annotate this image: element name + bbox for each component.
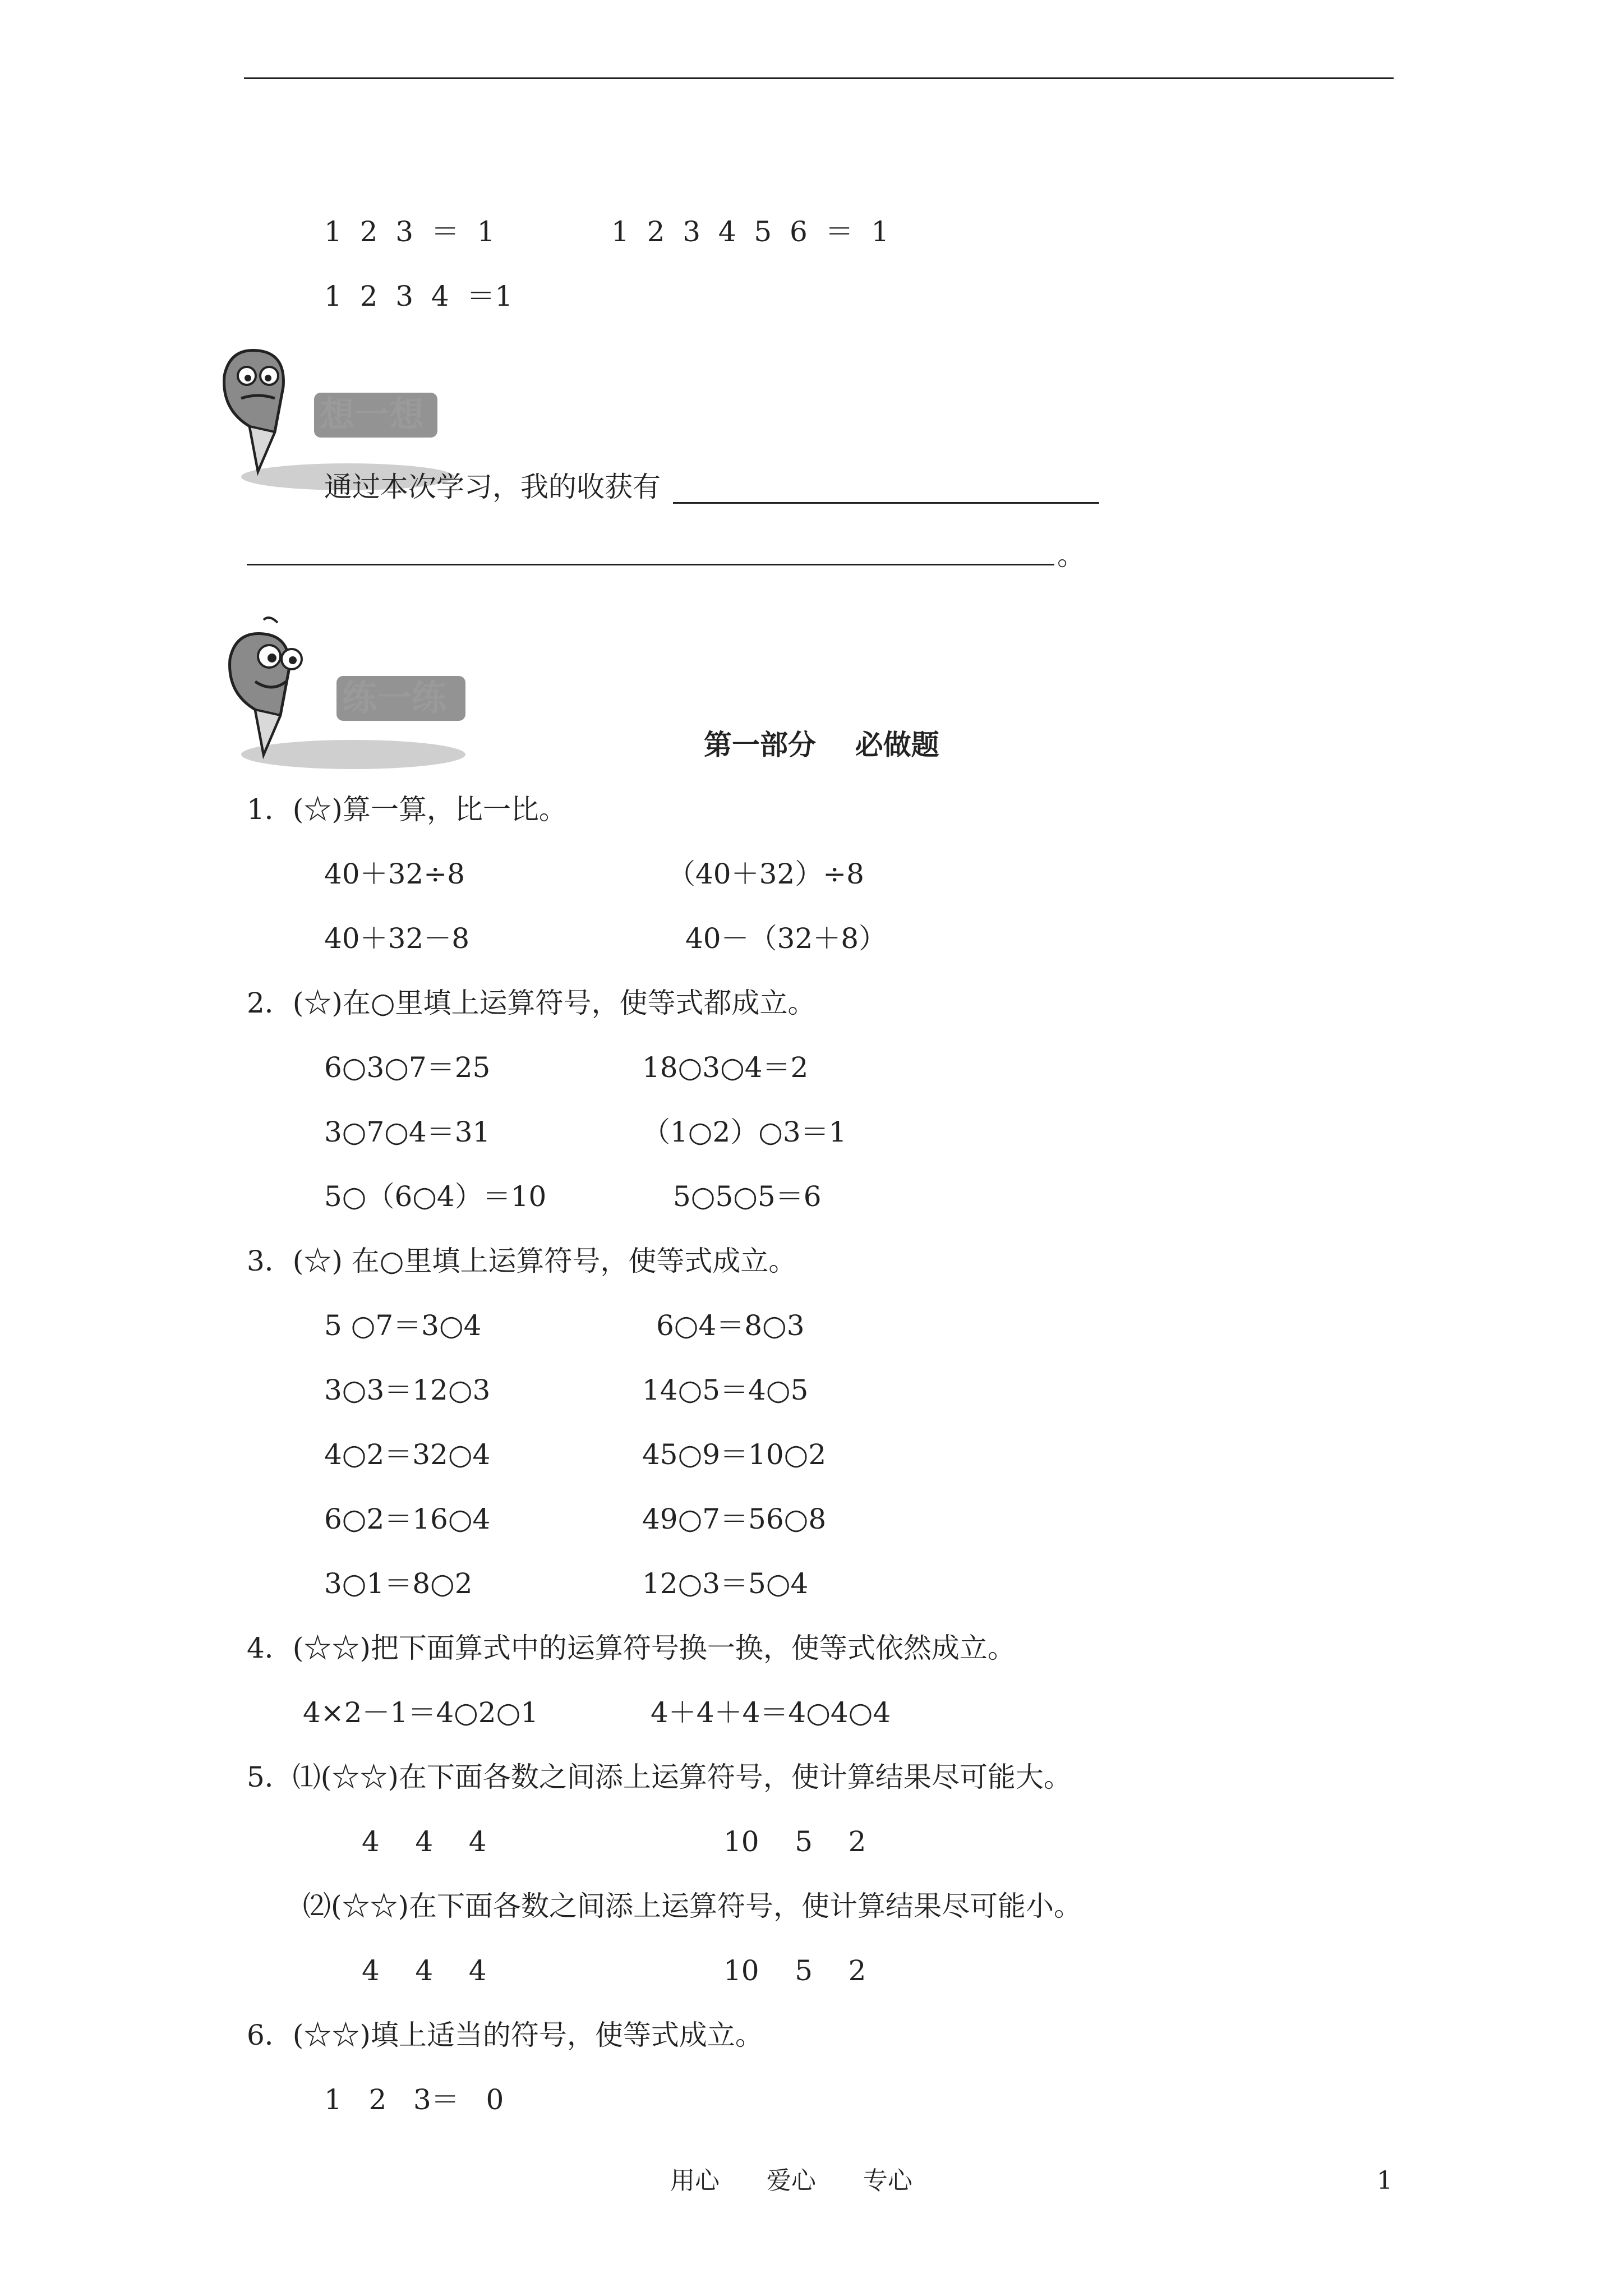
q3-item: 45○9＝10○2	[642, 1438, 827, 1471]
q1-item: 40＋32－8	[324, 922, 470, 955]
answer-blank-2[interactable]	[247, 564, 1054, 565]
end-mark: 。	[1057, 539, 1085, 572]
q2-item: 6○3○7＝25	[324, 1051, 491, 1084]
footer-motto: 用心 爱心 专心	[670, 2166, 912, 2195]
question-5-title: 5．⑴(☆☆)在下面各数之间添上运算符号，使计算结果尽可能大。	[247, 1761, 1072, 1793]
section-title: 第一部分 必做题	[704, 728, 939, 761]
question-6-title: 6．(☆☆)填上适当的符号，使等式成立。	[247, 2019, 763, 2051]
q1-item: 40＋32÷8	[324, 858, 465, 890]
q1-item: （40＋32）÷8	[667, 858, 864, 890]
question-5-subtitle: ⑵(☆☆)在下面各数之间添上运算符号，使计算结果尽可能小。	[303, 1890, 1082, 1922]
q3-item: 6○2＝16○4	[324, 1503, 491, 1535]
question-3-title: 3．(☆) 在○里填上运算符号，使等式成立。	[247, 1245, 797, 1277]
q5-item: 4 4 4	[362, 1825, 487, 1858]
q2-item: 5○5○5＝6	[673, 1180, 822, 1213]
svg-text:想一想: 想一想	[320, 394, 425, 435]
q4-item: 4＋4＋4＝4○4○4	[651, 1696, 891, 1729]
q3-item: 12○3＝5○4	[642, 1567, 809, 1600]
q3-item: 3○3＝12○3	[324, 1374, 491, 1406]
q3-item: 3○1＝8○2	[324, 1567, 473, 1600]
svg-text:练一练: 练一练	[342, 677, 447, 718]
q5-item: 10 5 2	[723, 1825, 866, 1858]
q2-item: 3○7○4＝31	[324, 1116, 491, 1148]
q6-item: 1 2 3＝ 0	[324, 2083, 504, 2116]
q3-item: 6○4＝8○3	[656, 1309, 805, 1342]
intro-equation-2: 1 2 3 4 5 6 ＝ 1	[611, 215, 889, 248]
intro-equation-1: 1 2 3 ＝ 1	[324, 215, 495, 248]
think-prompt: 通过本次学习，我的收获有	[324, 471, 661, 503]
header-rule	[244, 77, 1394, 79]
q4-item: 4×2－1＝4○2○1	[303, 1696, 539, 1729]
q1-item: 40－（32＋8）	[685, 922, 887, 955]
q2-item: 5○（6○4）＝10	[324, 1180, 547, 1213]
question-4-title: 4．(☆☆)把下面算式中的运算符号换一换，使等式依然成立。	[247, 1632, 1016, 1664]
q5-sub-item: 4 4 4	[362, 1954, 487, 1987]
question-2-title: 2．(☆)在○里填上运算符号，使等式都成立。	[247, 987, 816, 1019]
page-number: 1	[1377, 2166, 1393, 2195]
answer-blank-1[interactable]	[673, 502, 1099, 504]
q3-item: 5 ○7＝3○4	[324, 1309, 482, 1342]
q3-item: 49○7＝56○8	[642, 1503, 827, 1535]
q3-item: 14○5＝4○5	[642, 1374, 809, 1406]
q3-item: 4○2＝32○4	[324, 1438, 491, 1471]
q2-item: 18○3○4＝2	[642, 1051, 809, 1084]
q2-item: （1○2）○3＝1	[642, 1116, 847, 1148]
practice-pencil-mascot-icon	[208, 614, 488, 783]
intro-equation-3: 1 2 3 4 ＝1	[324, 280, 513, 312]
question-1-title: 1．(☆)算一算，比一比。	[247, 793, 567, 826]
q5-sub-item: 10 5 2	[723, 1954, 866, 1987]
